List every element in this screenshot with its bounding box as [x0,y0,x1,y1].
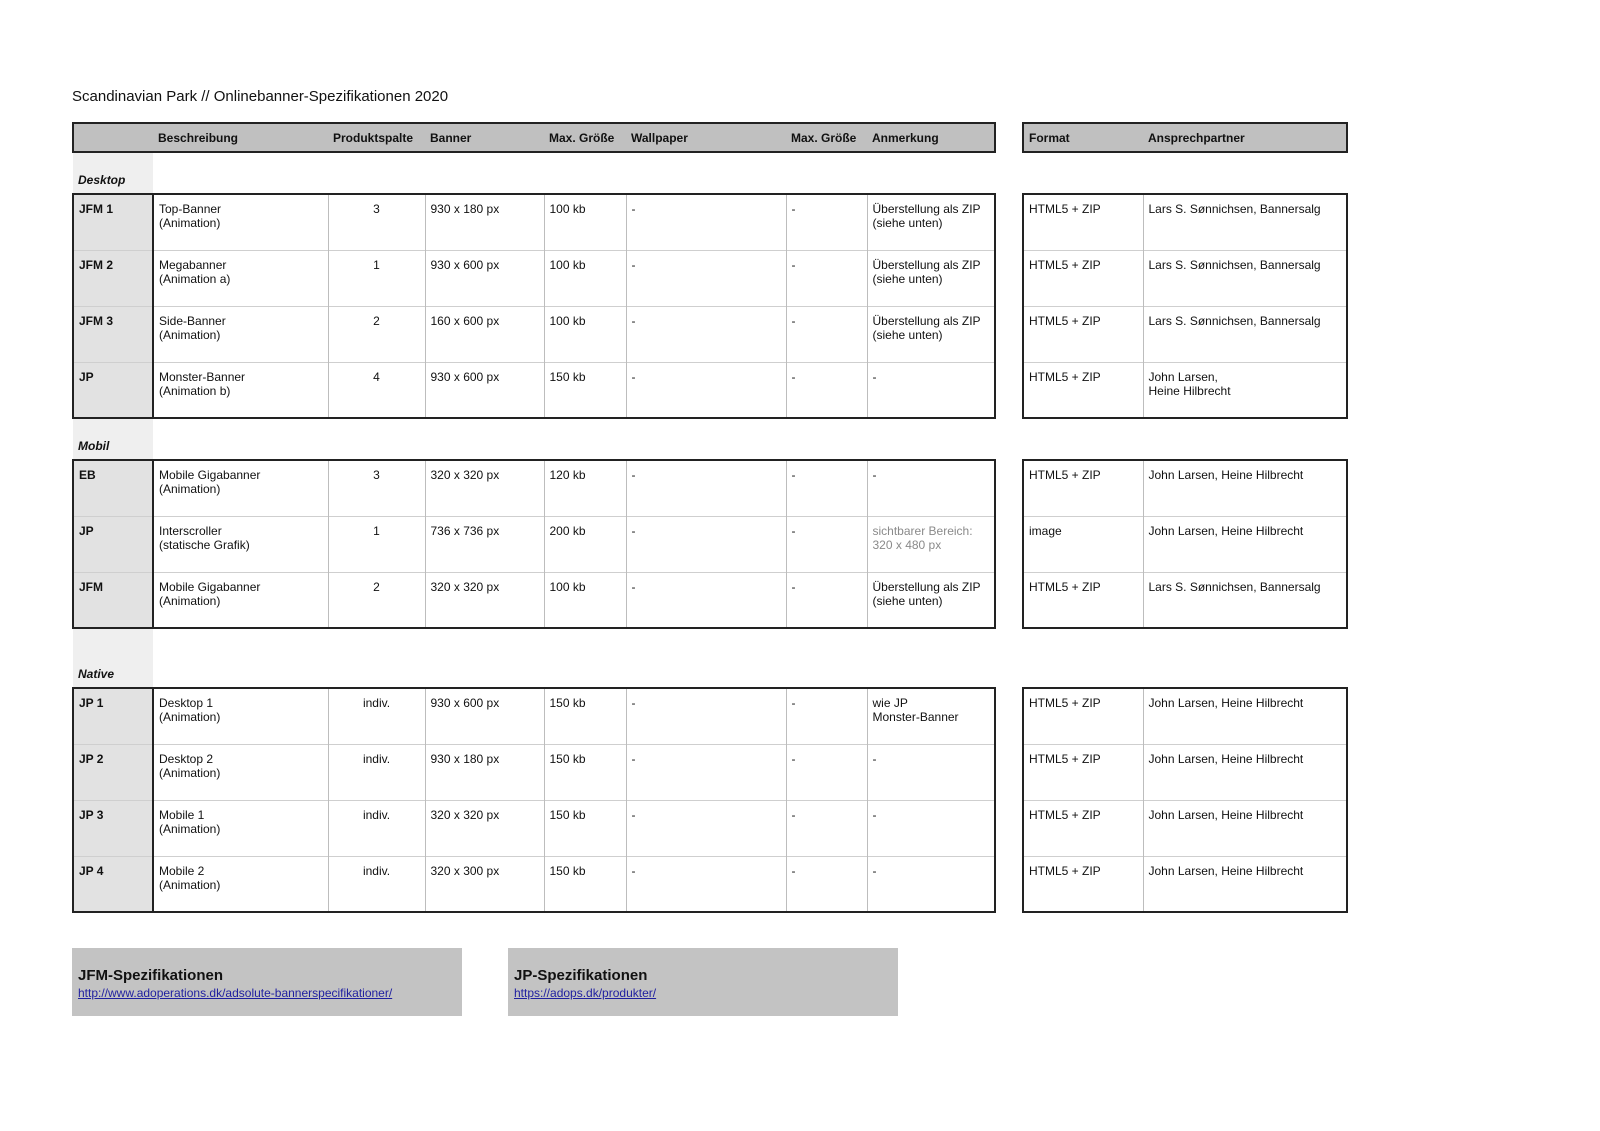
cell-line: - [872,751,877,766]
wallpaper-cell: - [626,250,786,306]
cell-line: (Animation) [159,327,221,342]
cell-line: - [872,468,877,482]
banner-size-cell: 930 x 600 px [425,688,544,744]
format-cell: HTML5 + ZIP [1023,572,1143,628]
table-row [1023,856,1347,912]
note-cell [867,250,995,306]
table-row [73,306,995,362]
cell-line: 320 x 480 px [872,537,942,552]
note-cell [867,194,995,250]
banner-size-cell: 736 x 736 px [425,516,544,572]
column-header: Produktspalte [328,123,425,152]
wallpaper-max-cell: - [786,856,867,912]
section-spacer [1023,152,1347,194]
cell-line: Lars S. Sønnichsen, Bannersalg [1148,579,1321,594]
cell-line: (siehe unten) [872,216,943,230]
banner-size-cell: 320 x 320 px [425,460,544,516]
cell-line: sichtbarer Bereich: [872,523,973,538]
wallpaper-max-cell: - [786,460,867,516]
table-row [73,572,995,628]
cell-line: (siehe unten) [872,593,943,608]
row-key: JP [73,362,153,418]
wallpaper-cell: - [626,362,786,418]
row-key: JFM 3 [73,306,153,362]
format-cell: HTML5 + ZIP [1023,250,1143,306]
description-cell [153,362,328,418]
table-row [73,194,995,250]
cell-line: Mobile 1 [159,807,205,822]
section-row [73,152,995,194]
column-header [73,123,153,152]
product-column-cell: 3 [328,194,425,250]
wallpaper-cell: - [626,516,786,572]
header-row [73,123,995,152]
description-cell [153,572,328,628]
product-column-cell: indiv. [328,800,425,856]
cell-line: Überstellung als ZIP [872,313,981,328]
table-row [1023,306,1347,362]
cell-line: John Larsen, Heine Hilbrecht [1148,751,1304,766]
cell-line: Heine Hilbrecht [1148,383,1231,398]
product-column-cell: indiv. [328,744,425,800]
max-size-cell: 120 kb [544,460,626,516]
max-size-cell: 150 kb [544,688,626,744]
table-row [1023,572,1347,628]
cell-line: Mobile Gigabanner [159,468,261,482]
banner-size-cell: 320 x 300 px [425,856,544,912]
table-row [1023,516,1347,572]
wallpaper-cell: - [626,194,786,250]
column-header: Max. Größe [786,123,867,152]
section-spacer [1023,628,1347,688]
max-size-cell: 150 kb [544,362,626,418]
wallpaper-cell: - [626,460,786,516]
wallpaper-max-cell: - [786,744,867,800]
note-cell [867,306,995,362]
contact-cell [1143,800,1347,856]
max-size-cell: 150 kb [544,856,626,912]
section-label: Desktop [73,152,995,194]
cell-line: Überstellung als ZIP [872,202,981,216]
wallpaper-cell: - [626,744,786,800]
wallpaper-max-cell: - [786,362,867,418]
cell-line: Monster-Banner [872,710,959,724]
contact-cell [1143,688,1347,744]
wallpaper-cell: - [626,688,786,744]
column-header: Banner [425,123,544,152]
max-size-cell: 100 kb [544,572,626,628]
cell-line: Lars S. Sønnichsen, Bannersalg [1148,257,1321,272]
table-row [73,688,995,744]
contact-cell [1143,194,1347,250]
max-size-cell: 200 kb [544,516,626,572]
cell-line: Megabanner [159,257,227,272]
column-header: Beschreibung [153,123,328,152]
cell-line: John Larsen, Heine Hilbrecht [1148,523,1304,538]
note-cell [867,460,995,516]
cell-line: (Animation) [159,482,221,496]
max-size-cell: 150 kb [544,800,626,856]
wallpaper-max-cell: - [786,516,867,572]
banner-size-cell: 930 x 600 px [425,250,544,306]
cell-line: Desktop 2 [159,751,214,766]
format-cell: HTML5 + ZIP [1023,362,1143,418]
table-row [1023,362,1347,418]
description-cell [153,306,328,362]
product-column-cell: 1 [328,516,425,572]
cell-line: (Animation) [159,765,221,780]
table-row [73,800,995,856]
section-label: Mobil [73,418,995,460]
format-cell: HTML5 + ZIP [1023,460,1143,516]
row-key: JP 4 [73,856,153,912]
row-key: JFM [73,572,153,628]
cell-line: (siehe unten) [872,327,943,342]
jfm-spec-title: JFM-Spezifikationen [78,967,224,984]
format-cell: HTML5 + ZIP [1023,856,1143,912]
table-row [73,516,995,572]
table-row [73,250,995,306]
banner-size-cell: 320 x 320 px [425,572,544,628]
banner-size-cell: 930 x 600 px [425,362,544,418]
format-cell: HTML5 + ZIP [1023,688,1143,744]
header-row [1023,123,1347,152]
cell-line: Lars S. Sønnichsen, Bannersalg [1148,313,1321,328]
max-size-cell: 150 kb [544,744,626,800]
description-cell [153,516,328,572]
section-spacer [1023,418,1347,460]
max-size-cell: 100 kb [544,250,626,306]
column-header: Format [1023,123,1143,152]
jfm-spec-box [72,948,462,1016]
wallpaper-cell: - [626,856,786,912]
row-key: JP 1 [73,688,153,744]
wallpaper-cell: - [626,800,786,856]
cell-line: Überstellung als ZIP [872,257,981,272]
product-column-cell: 4 [328,362,425,418]
cell-line: - [872,863,877,878]
description-cell [153,800,328,856]
row-key: JP 3 [73,800,153,856]
row-key: JP 2 [73,744,153,800]
contact-cell [1143,744,1347,800]
product-column-cell: indiv. [328,688,425,744]
contact-cell [1143,306,1347,362]
cell-line: John Larsen, Heine Hilbrecht [1148,696,1304,710]
cell-line: Monster-Banner [159,369,246,384]
cell-line: Mobile 2 [159,863,205,878]
jfm-spec-link[interactable]: http://www.adoperations.dk/adsolute-bannerspecifikationer/ [78,986,393,1000]
product-column-cell: 1 [328,250,425,306]
section-label: Native [73,628,995,688]
wallpaper-cell: - [626,572,786,628]
contact-cell [1143,516,1347,572]
table-row [1023,460,1347,516]
cell-line: John Larsen, Heine Hilbrecht [1148,863,1304,878]
cell-line: wie JP [872,696,908,710]
column-header: Ansprechpartner [1143,123,1347,152]
product-column-cell: 3 [328,460,425,516]
note-cell [867,688,995,744]
description-cell [153,856,328,912]
banner-size-cell: 320 x 320 px [425,800,544,856]
cell-line: (Animation) [159,877,221,892]
row-key: JFM 1 [73,194,153,250]
column-header: Max. Größe [544,123,626,152]
wallpaper-max-cell: - [786,194,867,250]
description-cell [153,460,328,516]
contact-table [1022,122,1348,913]
wallpaper-max-cell: - [786,250,867,306]
wallpaper-max-cell: - [786,688,867,744]
description-cell [153,250,328,306]
table-row [1023,800,1347,856]
section-row [73,418,995,460]
note-cell [867,744,995,800]
product-column-cell: 2 [328,572,425,628]
column-header: Anmerkung [867,123,995,152]
table-row [1023,194,1347,250]
cell-line: - [872,369,877,384]
wallpaper-cell: - [626,306,786,362]
format-cell: HTML5 + ZIP [1023,194,1143,250]
column-header: Wallpaper [626,123,786,152]
banner-size-cell: 930 x 180 px [425,744,544,800]
banner-size-cell: 160 x 600 px [425,306,544,362]
description-cell [153,744,328,800]
cell-line: Mobile Gigabanner [159,579,261,594]
row-key: JP [73,516,153,572]
contact-cell [1143,856,1347,912]
format-cell: image [1023,516,1143,572]
format-cell: HTML5 + ZIP [1023,306,1143,362]
cell-line: (Animation b) [159,383,231,398]
wallpaper-max-cell: - [786,306,867,362]
page-title: Scandinavian Park // Onlinebanner-Spezifikationen 2020 [72,88,449,105]
cell-line: Top-Banner [159,202,222,216]
note-cell [867,516,995,572]
table-row [1023,250,1347,306]
banner-size-cell: 930 x 180 px [425,194,544,250]
section-row [73,628,995,688]
jp-spec-box [508,948,898,1016]
max-size-cell: 100 kb [544,194,626,250]
cell-line: (Animation) [159,593,221,608]
cell-line: (Animation) [159,710,221,724]
table-row [73,460,995,516]
row-key: JFM 2 [73,250,153,306]
max-size-cell: 100 kb [544,306,626,362]
note-cell [867,572,995,628]
table-row [1023,744,1347,800]
cell-line: Interscroller [159,523,222,538]
table-row [73,856,995,912]
description-cell [153,194,328,250]
cell-line: (siehe unten) [872,271,943,286]
jp-spec-title: JP-Spezifikationen [514,967,648,984]
note-cell [867,856,995,912]
product-column-cell: indiv. [328,856,425,912]
row-key: EB [73,460,153,516]
product-column-cell: 2 [328,306,425,362]
cell-line: John Larsen, [1148,369,1218,384]
cell-line: John Larsen, Heine Hilbrecht [1148,807,1304,822]
spec-table [72,122,996,913]
note-cell [867,800,995,856]
contact-cell [1143,362,1347,418]
format-cell: HTML5 + ZIP [1023,800,1143,856]
table-row [73,744,995,800]
cell-line: Überstellung als ZIP [872,579,981,594]
description-cell [153,688,328,744]
contact-cell [1143,460,1347,516]
wallpaper-max-cell: - [786,572,867,628]
note-cell [867,362,995,418]
contact-cell [1143,572,1347,628]
cell-line: John Larsen, Heine Hilbrecht [1148,468,1304,482]
table-row [1023,688,1347,744]
jp-spec-link[interactable]: https://adops.dk/produkter/ [514,986,657,1000]
cell-line: (Animation) [159,821,221,836]
cell-line: (Animation a) [159,271,231,286]
wallpaper-max-cell: - [786,800,867,856]
cell-line: (Animation) [159,216,221,230]
cell-line: (statische Grafik) [159,537,250,552]
format-cell: HTML5 + ZIP [1023,744,1143,800]
cell-line: Lars S. Sønnichsen, Bannersalg [1148,202,1321,216]
cell-line: Desktop 1 [159,696,214,710]
table-row [73,362,995,418]
cell-line: - [872,807,877,822]
contact-cell [1143,250,1347,306]
cell-line: Side-Banner [159,313,226,328]
